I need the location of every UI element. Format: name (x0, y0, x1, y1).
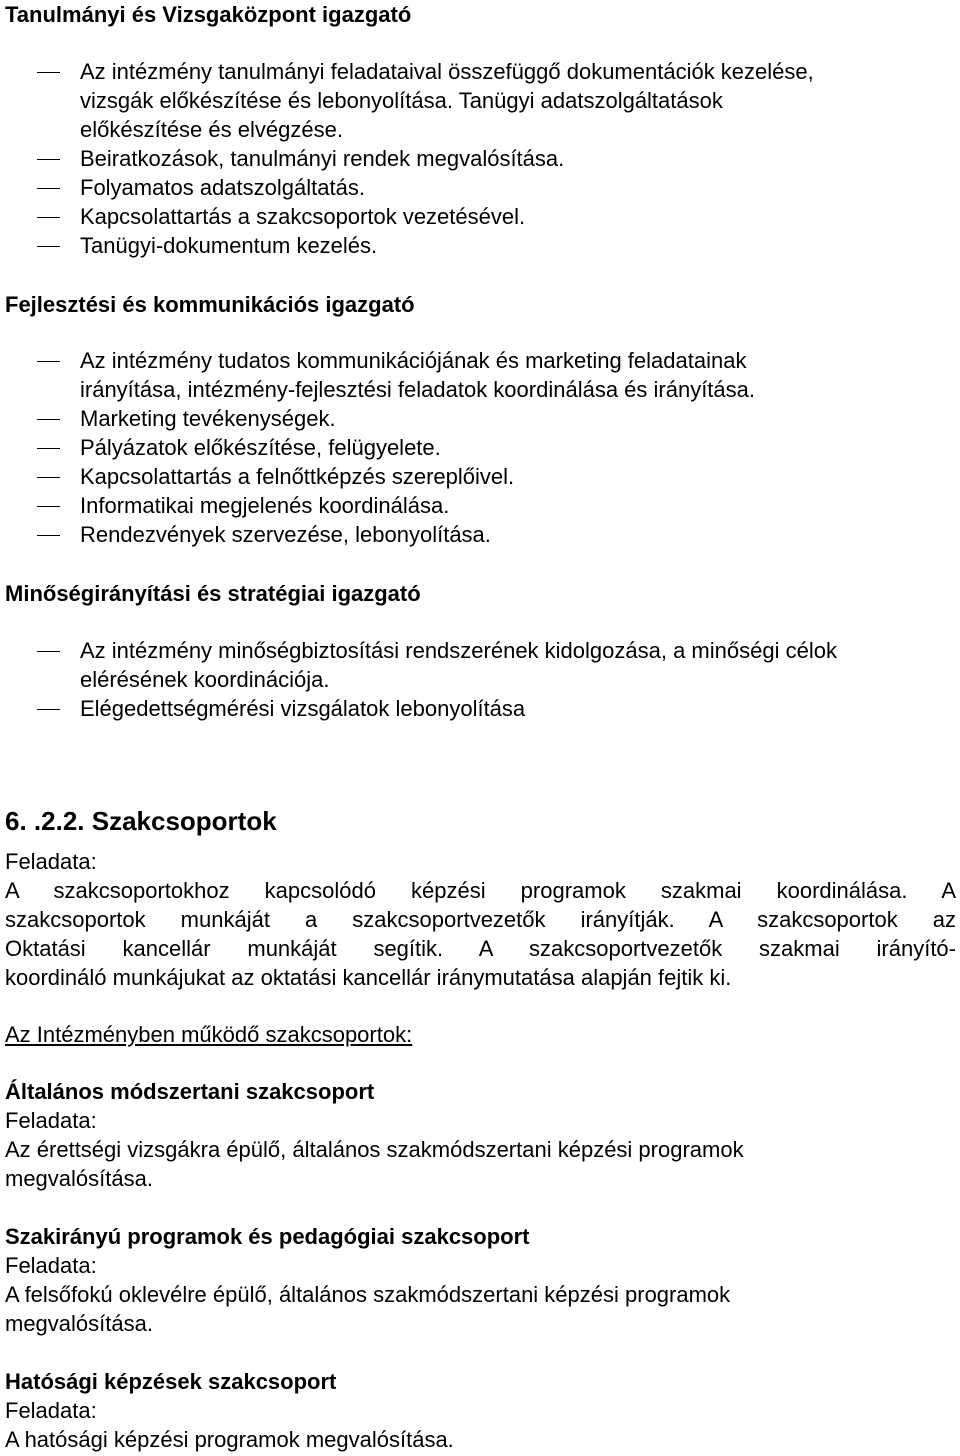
group-description: A hatósági képzési programok megvalósítása. (5, 1427, 454, 1452)
bullet-dash (37, 651, 60, 652)
paragraph-line: A szakcsoportokhoz kapcsolódó képzési programok szakmai koordinálása. A (5, 878, 956, 903)
bullet-dash (37, 217, 60, 218)
list-item-text: elérésének koordinációja. (80, 667, 330, 692)
list-item-text: Folyamatos adatszolgáltatás. (80, 175, 365, 200)
paragraph-line: Oktatási kancellár munkáját segítik. A szakcsoportvezetők szakmai irányító- (5, 936, 956, 961)
list-item-text: irányítása, intézmény-fejlesztési feladatok koordinálása és irányítása. (80, 377, 756, 402)
list-item-text: Tanügyi-dokumentum kezelés. (80, 233, 378, 258)
bullet-dash (37, 159, 60, 160)
section-heading-fejlesztesi: Fejlesztési és kommunikációs igazgató (5, 292, 415, 317)
group-title: Hatósági képzések szakcsoport (5, 1369, 337, 1394)
bullet-dash (37, 535, 60, 536)
bullet-dash (37, 361, 60, 362)
section-heading-tanulmanyi: Tanulmányi és Vizsgaközpont igazgató (5, 2, 412, 27)
list-item-text: Kapcsolattartás a szakcsoportok vezetésével. (80, 204, 526, 229)
list-item-text: Beiratkozások, tanulmányi rendek megvalósítása. (80, 146, 565, 171)
group-description: Az érettségi vizsgákra épülő, általános szakmódszertani képzési programok (5, 1137, 744, 1162)
section-heading-minoseg: Minőségirányítási és stratégiai igazgató (5, 581, 421, 606)
section-heading-szakcsoportok: 6. .2.2. Szakcsoportok (5, 806, 277, 836)
group-feladata-label: Feladata: (5, 1398, 97, 1423)
group-description: megvalósítása. (5, 1311, 153, 1336)
list-item-text: Az intézmény minőségbiztosítási rendszerének kidolgozása, a minőségi célok (80, 638, 837, 663)
group-feladata-label: Feladata: (5, 1253, 97, 1278)
bullet-dash (37, 246, 60, 247)
bullet-dash (37, 72, 60, 73)
list-item-text: Informatikai megjelenés koordinálása. (80, 493, 450, 518)
list-item-text: Rendezvények szervezése, lebonyolítása. (80, 522, 491, 547)
list-item-text: előkészítése és elvégzése. (80, 117, 343, 142)
list-heading-szakcsoportok: Az Intézményben működő szakcsoportok: (5, 1022, 413, 1047)
bullet-dash (37, 448, 60, 449)
list-item-text: Az intézmény tanulmányi feladataival összefüggő dokumentációk kezelése, (80, 59, 814, 84)
list-item-text: Marketing tevékenységek. (80, 406, 336, 431)
bullet-dash (37, 477, 60, 478)
feladata-label: Feladata: (5, 849, 97, 874)
list-item-text: Kapcsolattartás a felnőttképzés szereplőivel. (80, 464, 515, 489)
list-item-text: vizsgák előkészítése és lebonyolítása. Tanügyi adatszolgáltatások (80, 88, 723, 113)
paragraph-line: szakcsoportok munkáját a szakcsoportvezetők irányítják. A szakcsoportok az (5, 907, 956, 932)
paragraph-line: koordináló munkájukat az oktatási kancellár iránymutatása alapján fejtik ki. (5, 965, 732, 990)
group-title: Általános módszertani szakcsoport (5, 1079, 375, 1104)
bullet-dash (37, 419, 60, 420)
group-title: Szakirányú programok és pedagógiai szakcsoport (5, 1224, 530, 1249)
list-item-text: Pályázatok előkészítése, felügyelete. (80, 435, 441, 460)
bullet-dash (37, 709, 60, 710)
group-description: A felsőfokú oklevélre épülő, általános szakmódszertani képzési programok (5, 1282, 731, 1307)
list-item-text: Elégedettségmérési vizsgálatok lebonyolítása (80, 696, 526, 721)
bullet-dash (37, 506, 60, 507)
group-description: megvalósítása. (5, 1166, 153, 1191)
group-feladata-label: Feladata: (5, 1108, 97, 1133)
bullet-dash (37, 188, 60, 189)
list-item-text: Az intézmény tudatos kommunikációjának és marketing feladatainak (80, 348, 747, 373)
